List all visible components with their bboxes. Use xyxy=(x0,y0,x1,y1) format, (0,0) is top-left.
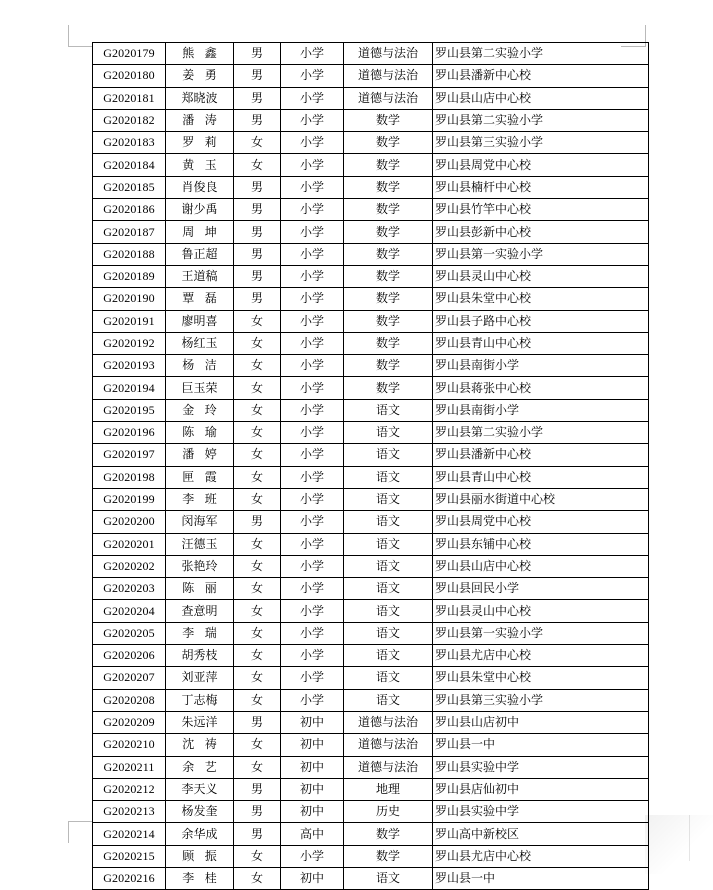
candidate-subject-cell: 数学 xyxy=(344,109,433,131)
table-row xyxy=(93,533,649,555)
table-row xyxy=(93,355,649,377)
table-row xyxy=(93,65,649,87)
candidate-name-cell xyxy=(166,488,234,510)
candidate-subject-cell: 语文 xyxy=(344,689,433,711)
candidate-gender-cell: 男 xyxy=(234,243,281,265)
candidate-id-cell: G2020206 xyxy=(93,645,166,667)
candidate-id-cell: G2020204 xyxy=(93,600,166,622)
candidate-name-text: 匣 霞 xyxy=(182,469,217,484)
candidate-name-cell xyxy=(166,154,234,176)
crop-mark-bottom-left xyxy=(68,821,93,843)
candidate-name-cell xyxy=(166,399,234,421)
candidate-school-cell: 罗山县南街小学 xyxy=(433,399,649,421)
candidate-name-cell xyxy=(166,65,234,87)
candidate-name-cell xyxy=(166,756,234,778)
candidate-gender-cell: 男 xyxy=(234,801,281,823)
candidate-id-cell: G2020195 xyxy=(93,399,166,421)
candidate-subject-cell: 语文 xyxy=(344,399,433,421)
candidate-id-cell: G2020191 xyxy=(93,310,166,332)
candidate-school-cell: 罗山县青山中心校 xyxy=(433,466,649,488)
candidate-subject-cell: 地理 xyxy=(344,778,433,800)
table-row xyxy=(93,645,649,667)
candidate-name-cell: 朱远洋 xyxy=(166,711,234,733)
candidate-level-cell: 小学 xyxy=(281,288,344,310)
candidate-id-cell: G2020208 xyxy=(93,689,166,711)
candidate-level-cell: 小学 xyxy=(281,511,344,533)
candidate-level-cell: 小学 xyxy=(281,600,344,622)
candidate-level-cell: 小学 xyxy=(281,533,344,555)
candidate-gender-cell: 女 xyxy=(234,555,281,577)
candidate-name-cell: 郑晓波 xyxy=(166,87,234,109)
candidate-school-cell: 罗山县东铺中心校 xyxy=(433,533,649,555)
candidate-name-text: 陈 瑜 xyxy=(182,425,217,440)
candidate-school-cell: 罗山县子路中心校 xyxy=(433,310,649,332)
crop-mark-bottom-left-rule xyxy=(68,821,92,822)
candidate-subject-cell: 数学 xyxy=(344,845,433,867)
candidate-id-cell: G2020187 xyxy=(93,221,166,243)
crop-mark-top-left-rule xyxy=(68,46,92,47)
candidate-school-cell: 罗山县山店初中 xyxy=(433,711,649,733)
candidate-subject-cell: 数学 xyxy=(344,221,433,243)
candidate-name-cell: 查意明 xyxy=(166,600,234,622)
candidate-subject-cell: 数学 xyxy=(344,243,433,265)
table-row xyxy=(93,867,649,889)
table-row xyxy=(93,176,649,198)
candidate-id-cell: G2020211 xyxy=(93,756,166,778)
candidate-name-text: 覃 磊 xyxy=(182,291,217,306)
candidate-level-cell: 小学 xyxy=(281,667,344,689)
candidate-id-cell: G2020188 xyxy=(93,243,166,265)
candidate-id-cell: G2020201 xyxy=(93,533,166,555)
candidate-level-cell: 小学 xyxy=(281,622,344,644)
candidate-school-cell: 罗山县竹竿中心校 xyxy=(433,199,649,221)
candidate-gender-cell: 女 xyxy=(234,132,281,154)
candidate-subject-cell: 语文 xyxy=(344,488,433,510)
candidate-subject-cell: 数学 xyxy=(344,332,433,354)
candidate-subject-cell: 语文 xyxy=(344,555,433,577)
candidate-gender-cell: 女 xyxy=(234,734,281,756)
table-row xyxy=(93,622,649,644)
candidate-name-cell xyxy=(166,288,234,310)
candidate-id-cell: G2020193 xyxy=(93,355,166,377)
candidate-name-cell: 张艳玲 xyxy=(166,555,234,577)
candidate-id-cell: G2020194 xyxy=(93,377,166,399)
candidate-level-cell: 小学 xyxy=(281,87,344,109)
candidate-subject-cell: 语文 xyxy=(344,667,433,689)
candidate-name-cell xyxy=(166,845,234,867)
candidate-name-cell: 谢少禹 xyxy=(166,199,234,221)
candidate-level-cell: 小学 xyxy=(281,689,344,711)
candidate-gender-cell: 女 xyxy=(234,332,281,354)
candidate-level-cell: 小学 xyxy=(281,555,344,577)
candidate-level-cell: 小学 xyxy=(281,154,344,176)
candidate-school-cell: 罗山县灵山中心校 xyxy=(433,600,649,622)
candidate-name-cell: 鲁正超 xyxy=(166,243,234,265)
candidate-subject-cell: 语文 xyxy=(344,533,433,555)
candidate-subject-cell: 数学 xyxy=(344,265,433,287)
candidate-gender-cell: 女 xyxy=(234,399,281,421)
candidate-subject-cell: 语文 xyxy=(344,622,433,644)
candidate-level-cell: 小学 xyxy=(281,109,344,131)
candidate-subject-cell: 道德与法治 xyxy=(344,734,433,756)
candidate-name-cell xyxy=(166,867,234,889)
candidate-level-cell: 小学 xyxy=(281,355,344,377)
candidate-level-cell: 小学 xyxy=(281,199,344,221)
table-row xyxy=(93,823,649,845)
table-row xyxy=(93,265,649,287)
candidate-name-cell: 余华成 xyxy=(166,823,234,845)
candidate-name-cell: 丁志梅 xyxy=(166,689,234,711)
candidate-id-cell: G2020205 xyxy=(93,622,166,644)
candidate-id-cell: G2020209 xyxy=(93,711,166,733)
candidate-level-cell: 小学 xyxy=(281,132,344,154)
candidate-id-cell: G2020192 xyxy=(93,332,166,354)
candidate-name-cell: 胡秀枝 xyxy=(166,645,234,667)
candidate-subject-cell: 语文 xyxy=(344,578,433,600)
candidate-name-text: 杨 洁 xyxy=(182,358,217,373)
candidate-name-text: 周 坤 xyxy=(182,224,217,239)
candidate-name-text: 姜 勇 xyxy=(182,68,217,83)
candidate-subject-cell: 数学 xyxy=(344,377,433,399)
candidate-school-cell: 罗山县实验中学 xyxy=(433,801,649,823)
candidate-name-cell xyxy=(166,466,234,488)
candidate-level-cell: 小学 xyxy=(281,444,344,466)
candidate-level-cell: 初中 xyxy=(281,756,344,778)
table-row xyxy=(93,444,649,466)
candidate-school-cell: 罗山高中新校区 xyxy=(433,823,649,845)
candidate-level-cell: 初中 xyxy=(281,778,344,800)
table-row xyxy=(93,555,649,577)
table-row xyxy=(93,600,649,622)
table-row xyxy=(93,734,649,756)
candidate-level-cell: 初中 xyxy=(281,734,344,756)
candidate-subject-cell: 道德与法治 xyxy=(344,43,433,65)
candidate-id-cell: G2020181 xyxy=(93,87,166,109)
candidate-school-cell: 罗山县回民小学 xyxy=(433,578,649,600)
table-row xyxy=(93,332,649,354)
candidate-gender-cell: 女 xyxy=(234,154,281,176)
candidate-school-cell: 罗山县蒋张中心校 xyxy=(433,377,649,399)
candidate-name-cell xyxy=(166,355,234,377)
candidate-name-text: 罗 莉 xyxy=(182,135,217,150)
candidate-level-cell: 小学 xyxy=(281,243,344,265)
candidate-subject-cell: 数学 xyxy=(344,288,433,310)
candidate-gender-cell: 女 xyxy=(234,867,281,889)
candidate-name-cell: 杨发奎 xyxy=(166,801,234,823)
table-row xyxy=(93,466,649,488)
candidate-school-cell: 罗山县第一实验小学 xyxy=(433,622,649,644)
candidate-school-cell: 罗山县尤店中心校 xyxy=(433,645,649,667)
candidate-level-cell: 初中 xyxy=(281,867,344,889)
candidate-id-cell: G2020199 xyxy=(93,488,166,510)
candidate-id-cell: G2020213 xyxy=(93,801,166,823)
candidate-gender-cell: 男 xyxy=(234,265,281,287)
candidate-gender-cell: 男 xyxy=(234,87,281,109)
candidate-gender-cell: 女 xyxy=(234,310,281,332)
roster-table-body xyxy=(93,43,649,890)
table-row xyxy=(93,288,649,310)
table-row xyxy=(93,87,649,109)
candidate-name-cell: 王道稿 xyxy=(166,265,234,287)
candidate-school-cell: 罗山县第三实验小学 xyxy=(433,689,649,711)
candidate-id-cell: G2020203 xyxy=(93,578,166,600)
candidate-id-cell: G2020180 xyxy=(93,65,166,87)
table-row xyxy=(93,711,649,733)
table-row xyxy=(93,221,649,243)
candidate-level-cell: 初中 xyxy=(281,801,344,823)
candidate-gender-cell: 男 xyxy=(234,288,281,310)
candidate-gender-cell: 男 xyxy=(234,43,281,65)
candidate-name-text: 李 桂 xyxy=(182,871,217,886)
candidate-name-cell xyxy=(166,622,234,644)
candidate-level-cell: 小学 xyxy=(281,310,344,332)
candidate-name-text: 顾 振 xyxy=(182,848,217,863)
candidate-school-cell: 罗山县丽水街道中心校 xyxy=(433,488,649,510)
candidate-id-cell: G2020184 xyxy=(93,154,166,176)
candidate-subject-cell: 数学 xyxy=(344,199,433,221)
candidate-name-cell xyxy=(166,444,234,466)
candidate-name-text: 熊 鑫 xyxy=(182,46,217,61)
candidate-school-cell: 罗山县实验中学 xyxy=(433,756,649,778)
candidate-school-cell: 罗山县第一实验小学 xyxy=(433,243,649,265)
candidate-school-cell: 罗山县灵山中心校 xyxy=(433,265,649,287)
candidate-school-cell: 罗山县山店中心校 xyxy=(433,555,649,577)
table-row xyxy=(93,511,649,533)
table-row xyxy=(93,845,649,867)
candidate-subject-cell: 语文 xyxy=(344,867,433,889)
table-row xyxy=(93,199,649,221)
candidate-gender-cell: 女 xyxy=(234,667,281,689)
candidate-school-cell: 罗山县青山中心校 xyxy=(433,332,649,354)
candidate-gender-cell: 女 xyxy=(234,845,281,867)
candidate-id-cell: G2020200 xyxy=(93,511,166,533)
candidate-school-cell: 罗山县朱堂中心校 xyxy=(433,667,649,689)
candidate-school-cell: 罗山县第二实验小学 xyxy=(433,422,649,444)
candidate-id-cell: G2020185 xyxy=(93,176,166,198)
candidate-subject-cell: 语文 xyxy=(344,645,433,667)
table-row xyxy=(93,310,649,332)
candidate-gender-cell: 女 xyxy=(234,444,281,466)
candidate-subject-cell: 道德与法治 xyxy=(344,87,433,109)
candidate-name-cell: 肖俊良 xyxy=(166,176,234,198)
candidate-id-cell: G2020190 xyxy=(93,288,166,310)
candidate-school-cell: 罗山县一中 xyxy=(433,867,649,889)
candidate-level-cell: 小学 xyxy=(281,466,344,488)
candidate-school-cell: 罗山县尤店中心校 xyxy=(433,845,649,867)
candidate-school-cell: 罗山县第二实验小学 xyxy=(433,109,649,131)
candidate-level-cell: 小学 xyxy=(281,265,344,287)
candidate-school-cell: 罗山县山店中心校 xyxy=(433,87,649,109)
candidate-gender-cell: 女 xyxy=(234,377,281,399)
candidate-gender-cell: 女 xyxy=(234,645,281,667)
candidate-name-cell xyxy=(166,109,234,131)
candidate-id-cell: G2020216 xyxy=(93,867,166,889)
candidate-gender-cell: 男 xyxy=(234,778,281,800)
table-row xyxy=(93,243,649,265)
table-row xyxy=(93,778,649,800)
table-row xyxy=(93,399,649,421)
candidate-subject-cell: 道德与法治 xyxy=(344,756,433,778)
candidate-id-cell: G2020207 xyxy=(93,667,166,689)
candidate-name-cell: 巨玉荣 xyxy=(166,377,234,399)
candidate-gender-cell: 女 xyxy=(234,355,281,377)
candidate-school-cell: 罗山县第二实验小学 xyxy=(433,43,649,65)
candidate-school-cell: 罗山县周党中心校 xyxy=(433,154,649,176)
candidate-id-cell: G2020215 xyxy=(93,845,166,867)
candidate-level-cell: 小学 xyxy=(281,422,344,444)
candidate-id-cell: G2020202 xyxy=(93,555,166,577)
candidate-subject-cell: 数学 xyxy=(344,132,433,154)
candidate-subject-cell: 道德与法治 xyxy=(344,65,433,87)
candidate-name-text: 李 瑞 xyxy=(182,625,217,640)
candidate-level-cell: 小学 xyxy=(281,578,344,600)
candidate-gender-cell: 男 xyxy=(234,65,281,87)
table-row xyxy=(93,667,649,689)
candidate-id-cell: G2020212 xyxy=(93,778,166,800)
candidate-name-cell xyxy=(166,132,234,154)
candidate-level-cell: 高中 xyxy=(281,823,344,845)
table-row xyxy=(93,689,649,711)
candidate-id-cell: G2020183 xyxy=(93,132,166,154)
candidate-name-cell: 杨红玉 xyxy=(166,332,234,354)
candidate-subject-cell: 语文 xyxy=(344,466,433,488)
candidate-id-cell: G2020198 xyxy=(93,466,166,488)
candidate-level-cell: 小学 xyxy=(281,845,344,867)
candidate-name-text: 黄 玉 xyxy=(182,157,217,172)
candidate-subject-cell: 数学 xyxy=(344,176,433,198)
candidate-level-cell: 小学 xyxy=(281,488,344,510)
candidate-name-text: 潘 婷 xyxy=(182,447,217,462)
candidate-subject-cell: 数学 xyxy=(344,154,433,176)
candidate-school-cell: 罗山县一中 xyxy=(433,734,649,756)
table-row xyxy=(93,109,649,131)
candidate-level-cell: 小学 xyxy=(281,65,344,87)
candidate-level-cell: 小学 xyxy=(281,221,344,243)
candidate-name-text: 金 玲 xyxy=(182,402,217,417)
candidate-gender-cell: 男 xyxy=(234,221,281,243)
table-row xyxy=(93,132,649,154)
candidate-gender-cell: 女 xyxy=(234,466,281,488)
candidate-subject-cell: 语文 xyxy=(344,444,433,466)
candidate-gender-cell: 男 xyxy=(234,176,281,198)
candidate-name-cell: 廖明喜 xyxy=(166,310,234,332)
candidate-roster-table xyxy=(92,42,649,890)
candidate-subject-cell: 道德与法治 xyxy=(344,711,433,733)
table-row xyxy=(93,488,649,510)
table-row xyxy=(93,756,649,778)
candidate-name-cell xyxy=(166,422,234,444)
candidate-gender-cell: 女 xyxy=(234,689,281,711)
candidate-name-text: 沈 祷 xyxy=(182,737,217,752)
candidate-gender-cell: 女 xyxy=(234,756,281,778)
candidate-gender-cell: 男 xyxy=(234,711,281,733)
candidate-school-cell: 罗山县店仙初中 xyxy=(433,778,649,800)
candidate-subject-cell: 数学 xyxy=(344,310,433,332)
candidate-school-cell: 罗山县潘新中心校 xyxy=(433,65,649,87)
page-edge-shadow xyxy=(645,815,713,874)
crop-mark-top-left xyxy=(68,25,93,47)
candidate-name-cell: 李天义 xyxy=(166,778,234,800)
candidate-id-cell: G2020179 xyxy=(93,43,166,65)
table-row xyxy=(93,377,649,399)
candidate-school-cell: 罗山县朱堂中心校 xyxy=(433,288,649,310)
candidate-school-cell: 罗山县第三实验小学 xyxy=(433,132,649,154)
table-row xyxy=(93,578,649,600)
candidate-gender-cell: 男 xyxy=(234,109,281,131)
candidate-id-cell: G2020197 xyxy=(93,444,166,466)
candidate-level-cell: 小学 xyxy=(281,176,344,198)
candidate-gender-cell: 女 xyxy=(234,600,281,622)
candidate-level-cell: 小学 xyxy=(281,43,344,65)
candidate-id-cell: G2020182 xyxy=(93,109,166,131)
candidate-gender-cell: 男 xyxy=(234,823,281,845)
candidate-name-text: 潘 涛 xyxy=(182,113,217,128)
candidate-name-text: 余 艺 xyxy=(182,759,217,774)
candidate-gender-cell: 女 xyxy=(234,578,281,600)
candidate-id-cell: G2020214 xyxy=(93,823,166,845)
candidate-school-cell: 罗山县南街小学 xyxy=(433,355,649,377)
candidate-name-text: 陈 丽 xyxy=(182,581,217,596)
candidate-gender-cell: 女 xyxy=(234,422,281,444)
candidate-name-cell: 刘亚萍 xyxy=(166,667,234,689)
candidate-gender-cell: 男 xyxy=(234,199,281,221)
candidate-gender-cell: 女 xyxy=(234,533,281,555)
candidate-subject-cell: 数学 xyxy=(344,355,433,377)
candidate-name-cell xyxy=(166,578,234,600)
candidate-gender-cell: 男 xyxy=(234,511,281,533)
candidate-level-cell: 初中 xyxy=(281,711,344,733)
candidate-gender-cell: 女 xyxy=(234,622,281,644)
candidate-subject-cell: 语文 xyxy=(344,600,433,622)
table-row xyxy=(93,422,649,444)
candidate-level-cell: 小学 xyxy=(281,377,344,399)
candidate-name-cell: 汪德玉 xyxy=(166,533,234,555)
candidate-name-cell xyxy=(166,734,234,756)
candidate-gender-cell: 女 xyxy=(234,488,281,510)
table-row xyxy=(93,801,649,823)
candidate-subject-cell: 语文 xyxy=(344,422,433,444)
candidate-id-cell: G2020196 xyxy=(93,422,166,444)
candidate-id-cell: G2020210 xyxy=(93,734,166,756)
candidate-name-cell xyxy=(166,221,234,243)
candidate-subject-cell: 历史 xyxy=(344,801,433,823)
candidate-id-cell: G2020189 xyxy=(93,265,166,287)
candidate-id-cell: G2020186 xyxy=(93,199,166,221)
candidate-level-cell: 小学 xyxy=(281,332,344,354)
candidate-school-cell: 罗山县彭新中心校 xyxy=(433,221,649,243)
table-row xyxy=(93,154,649,176)
candidate-name-text: 李 班 xyxy=(182,492,217,507)
table-row xyxy=(93,43,649,65)
candidate-subject-cell: 数学 xyxy=(344,823,433,845)
candidate-name-cell: 闵海军 xyxy=(166,511,234,533)
candidate-subject-cell: 语文 xyxy=(344,511,433,533)
candidate-school-cell: 罗山县周党中心校 xyxy=(433,511,649,533)
candidate-level-cell: 小学 xyxy=(281,645,344,667)
candidate-name-cell xyxy=(166,43,234,65)
candidate-school-cell: 罗山县楠杆中心校 xyxy=(433,176,649,198)
candidate-level-cell: 小学 xyxy=(281,399,344,421)
candidate-school-cell: 罗山县潘新中心校 xyxy=(433,444,649,466)
